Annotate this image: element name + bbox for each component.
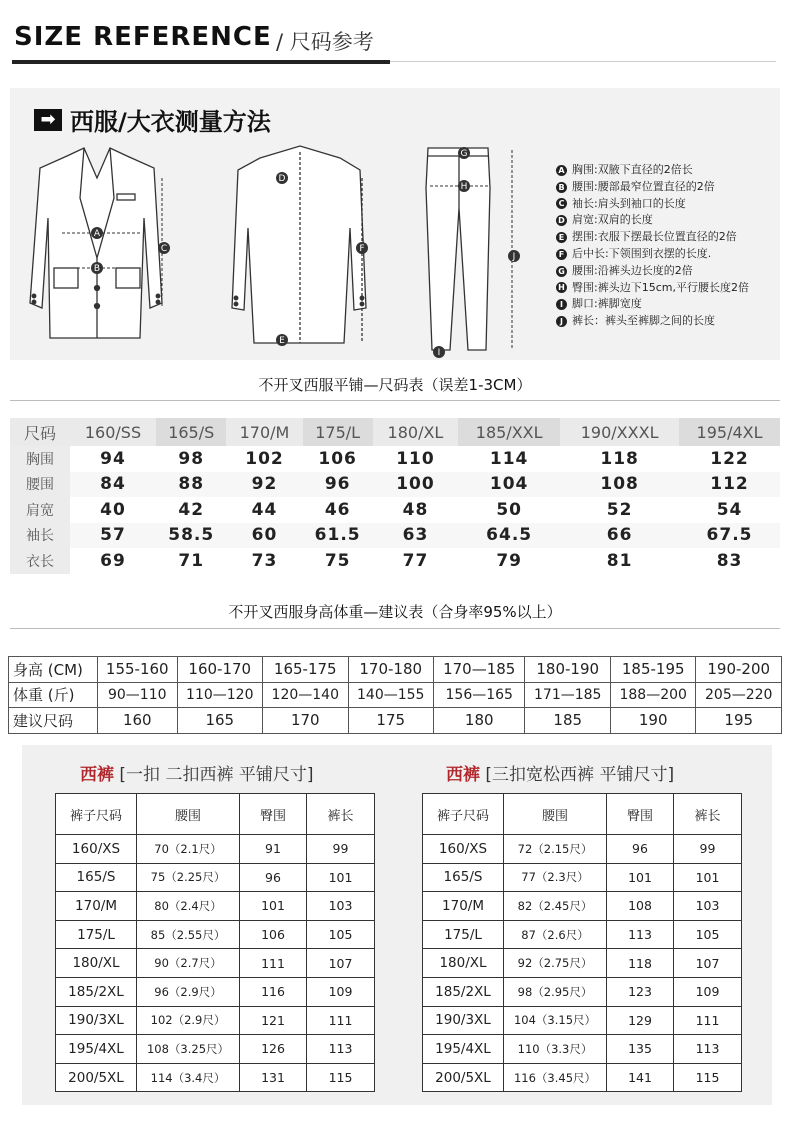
svg-text:C: C [160,244,168,254]
legend-badge-icon: I [556,299,567,310]
table-row: 200/5XL 116（3.45尺） 141 115 [423,1063,742,1092]
table-row: 190/3XL 102（2.9尺） 121 111 [56,1006,375,1035]
legend-badge-icon: E [556,232,567,243]
legend-item: H 臀围:裤头边下15cm,平行腰长度2倍 [556,280,749,297]
pants-right-table [422,793,742,1092]
table-row: 195/4XL 110（3.3尺） 135 113 [423,1035,742,1064]
svg-text:E: E [279,336,285,346]
table-row: 185/2XL 98（2.95尺） 123 109 [423,977,742,1006]
measurement-legend [556,162,749,330]
table-row: 建议尺码 160 165 170 175 180 185 190 195 [9,708,782,734]
arrow-right-icon: ➡ [34,109,62,131]
legend-item: B 腰围:腰部最窄位置直径的2倍 [556,179,749,196]
legend-badge-icon: A [556,165,567,176]
legend-badge-icon: H [556,282,567,293]
table-row: 190/3XL 104（3.15尺） 129 111 [423,1006,742,1035]
table-row: 185/2XL 96（2.9尺） 116 109 [56,977,375,1006]
trousers-icon [426,148,490,350]
legend-item: F 后中长:下领围到衣摆的长度. [556,246,749,263]
pants-left-title: 西裤 [一扣 二扣西裤 平铺尺寸] [80,765,314,785]
legend-badge-icon: F [556,249,567,260]
svg-text:A: A [93,229,101,239]
height-weight-table [8,656,782,734]
legend-item: J 裤长：裤头至裤脚之间的长度 [556,313,749,330]
table-header-row: 裤子尺码 腰围 臀围 裤长 [56,794,375,835]
legend-item: D 肩宽:双肩的长度 [556,212,749,229]
pants-left-table [55,793,375,1092]
legend-item: A 胸围:双腋下直径的2倍长 [556,162,749,179]
table-row: 160/XS 72（2.15尺） 96 99 [423,835,742,864]
header-divider [390,61,776,62]
table-row: 腰围 84 88 92 96 100 104 108 112 [10,472,780,498]
table-header-row: 裤子尺码 腰围 臀围 裤长 [423,794,742,835]
table-row: 165/S 77（2.3尺） 101 101 [423,863,742,892]
header-title-cn: / 尺码参考 [276,30,374,54]
header-title-en: SIZE REFERENCE [14,22,272,52]
table-row: 袖长 57 58.5 60 61.5 63 64.5 66 67.5 [10,523,780,549]
legend-badge-icon: D [556,215,567,226]
table-row: 165/S 75（2.25尺） 96 101 [56,863,375,892]
table-row: 衣长 69 71 73 75 77 79 81 83 [10,548,780,574]
table-row: 180/XL 92（2.75尺） 118 107 [423,949,742,978]
table-row: 体重 (斤) 90—110 110—120 120—140 140—155 156—165 171—185 188—200 205—220 [9,682,782,708]
legend-item: I 脚口:裤脚宽度 [556,296,749,313]
legend-badge-icon: J [556,316,567,327]
svg-text:G: G [460,149,468,159]
legend-item: E 摆围:衣服下摆最长位置直径的2倍 [556,229,749,246]
pants-right-title: 西裤 [三扣宽松西裤 平铺尺寸] [446,765,675,785]
svg-text:D: D [278,174,286,184]
svg-text:F: F [359,244,365,254]
table-row: 195/4XL 108（3.25尺） 126 113 [56,1035,375,1064]
caption-divider [10,400,780,401]
table-row: 肩宽 40 42 44 46 48 50 52 54 [10,497,780,523]
fit-table-caption: 不开叉西服身高体重—建议表（合身率95%以上） [228,603,562,621]
table-row: 175/L 87（2.6尺） 113 105 [423,920,742,949]
jacket-back-icon [232,146,366,343]
size-table-caption: 不开叉西服平铺—尺码表（误差1-3CM） [258,376,532,394]
header-underline [12,60,390,64]
method-title-text: 西服/大衣测量方法 [70,108,271,136]
caption-divider [10,628,780,629]
svg-text:I: I [437,348,441,358]
table-row: 身高 (CM) 155-160 160-170 165-175 170-180 170—185 180-190 185-195 190-200 [9,657,782,683]
table-row: 160/XS 70（2.1尺） 91 99 [56,835,375,864]
legend-badge-icon: C [556,198,567,209]
table-row: 180/XL 90（2.7尺） 111 107 [56,949,375,978]
table-row: 胸围 94 98 102 106 110 114 118 122 [10,446,780,472]
jacket-size-table [10,418,780,574]
table-row: 175/L 85（2.55尺） 106 105 [56,920,375,949]
legend-badge-icon: G [556,266,567,277]
table-row: 200/5XL 114（3.4尺） 131 115 [56,1063,375,1092]
method-title [34,102,271,137]
svg-text:H: H [460,182,468,192]
legend-badge-icon: B [556,182,567,193]
table-row: 170/M 82（2.45尺） 108 103 [423,892,742,921]
table-row: 170/M 80（2.4尺） 101 103 [56,892,375,921]
legend-item: G 腰围:沿裤头边长度的2倍 [556,263,749,280]
garment-illustrations [22,138,542,360]
legend-item: C 袖长:肩头到袖口的长度 [556,196,749,213]
svg-text:J: J [512,252,516,262]
svg-text:B: B [93,264,101,274]
jacket-front-icon [30,148,162,338]
table-header-row: 尺码 160/SS 165/S 170/M 175/L 180/XL 185/XXL 190/XXXL 195/4XL [10,418,780,446]
